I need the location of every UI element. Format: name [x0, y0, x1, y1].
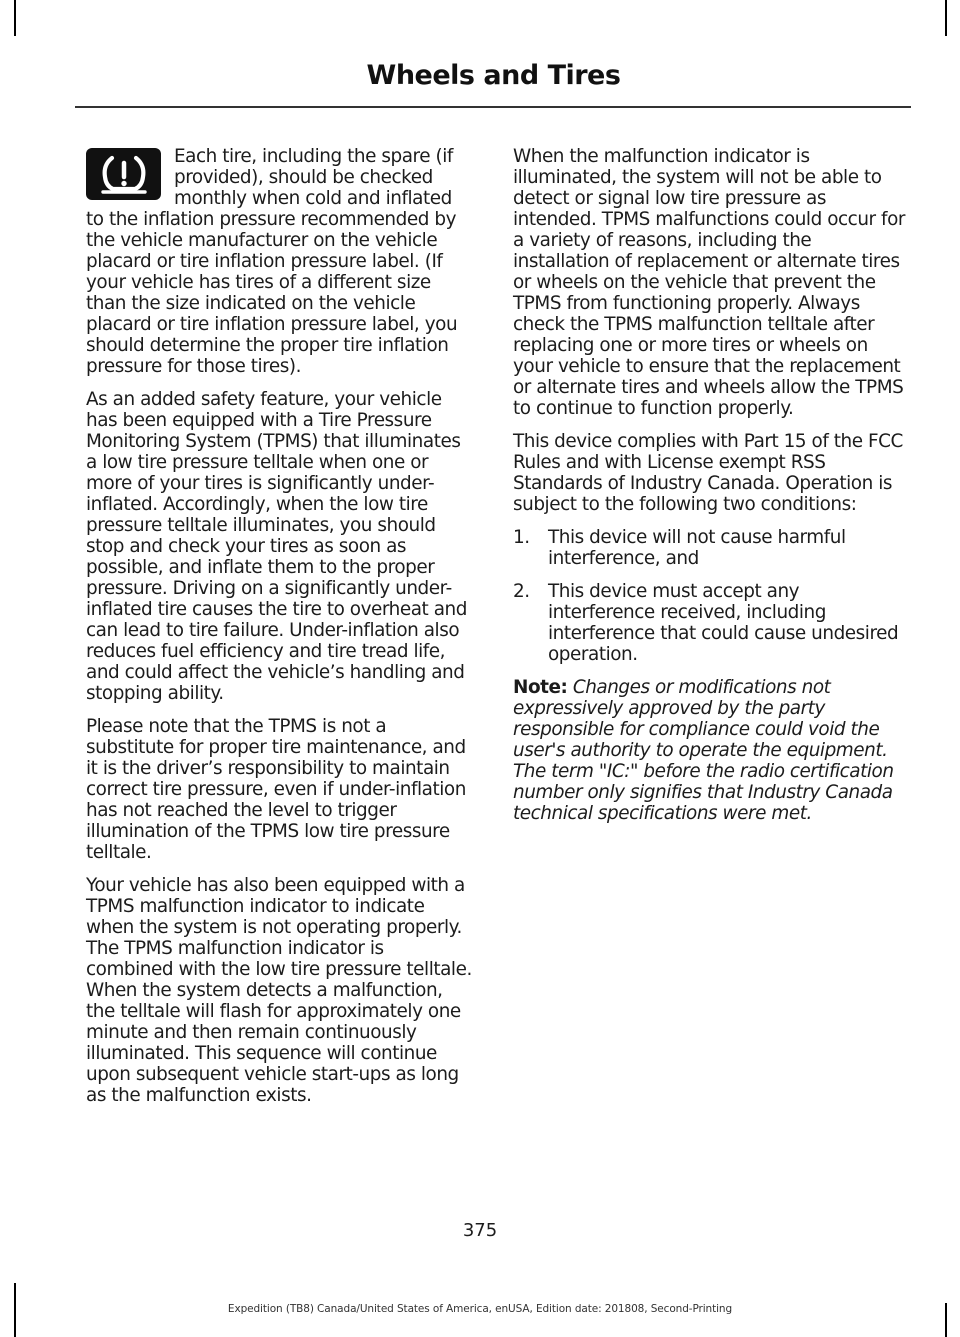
- tpms-feature-paragraph: As an added safety feature, your vehicle has been equipped with a Tire Pressure Monitoring System (TPMS) that illuminates a low tire pressure telltale when one or more of your tires is significantly under-inflated. Accordingly, when the low tire pressure telltale illuminates, you should stop and check your tires as soon as possible, and inflate them to the proper pressure. Driving on a significantly under-inflated tire causes the tire to overheat and can lead to tire failure. Under-inflation also reduces fuel efficiency and tire tread life, and could affect the vehicle’s handling and stopping ability.: [86, 389, 467, 704]
- footer-edition-text: Expedition (TB8) Canada/United States of America, enUSA, Edition date: 201808, Second-Printing: [227, 1303, 733, 1315]
- list-item-number: 2.: [513, 581, 530, 602]
- crop-mark-top-right: [945, 0, 947, 36]
- left-column: [86, 146, 474, 1118]
- note-paragraph: [513, 677, 906, 824]
- intro-paragraph: Each tire, including the spare (if provided), should be checked monthly when cold and inflated to the inflation pressure recommended by the vehicle manufacturer on the vehicle placard or tire inflation pressure label. (If your vehicle has tires of a different size than the size indicated on the vehicle placard or tire inflation pressure label, you should determine the proper tire inflation pressure for those tires).: [86, 146, 458, 377]
- malfunction-warning-paragraph: When the malfunction indicator is illuminated, the system will not be able to detect or signal low tire pressure as intended. TPMS malfunctions could occur for a variety of reasons, including the installation of replacement or alternate tires or wheels on the vehicle that prevent the TPMS from functioning properly. Always check the TPMS malfunction telltale after replacing one or more tires or wheels on your vehicle to ensure that the replacement or alternate tires and wheels allow the TPMS to continue to function properly.: [513, 146, 905, 419]
- tire-pressure-warning-icon: [86, 148, 161, 200]
- note-label: Note:: [513, 677, 568, 698]
- tpms-note-paragraph: Please note that the TPMS is not a substitute for proper tire maintenance, and it is the driver’s responsibility to maintain correct tire pressure, even if under-inflation has not reached the level to trigger illumination of the TPMS low tire pressure telltale.: [86, 716, 466, 863]
- list-item-text: This device must accept any interference received, including interference that could cause undesired operation.: [548, 581, 899, 665]
- page-title: Wheels and Tires: [366, 60, 621, 91]
- list-item-number: 1.: [513, 527, 530, 548]
- list-item: [513, 527, 906, 569]
- crop-mark-top-left: [14, 0, 16, 36]
- page-number: 375: [462, 1220, 498, 1241]
- right-column: [513, 146, 906, 836]
- header-divider: [75, 106, 911, 108]
- malfunction-indicator-paragraph: Your vehicle has also been equipped with a TPMS malfunction indicator to indicate when the system is not operating properly. The TPMS malfunction indicator is combined with the low tire pressure telltale. When the system detects a malfunction, the telltale will flash for approximately one minute and then remain continuously illuminated. This sequence will continue upon subsequent vehicle start-ups as long as the malfunction exists.: [86, 875, 472, 1106]
- list-item-text: This device will not cause harmful interference, and: [548, 527, 846, 569]
- note-text: Changes or modifications not expressively approved by the party responsible for compliance could void the user's authority to operate the equipment. The term "IC:" before the radio certification number only signifies that Industry Canada technical specifications were met.: [513, 677, 894, 824]
- fcc-compliance-paragraph: This device complies with Part 15 of the FCC Rules and with License exempt RSS Standards of Industry Canada. Operation is subject to the following two conditions:: [513, 431, 903, 515]
- list-item: [513, 581, 906, 665]
